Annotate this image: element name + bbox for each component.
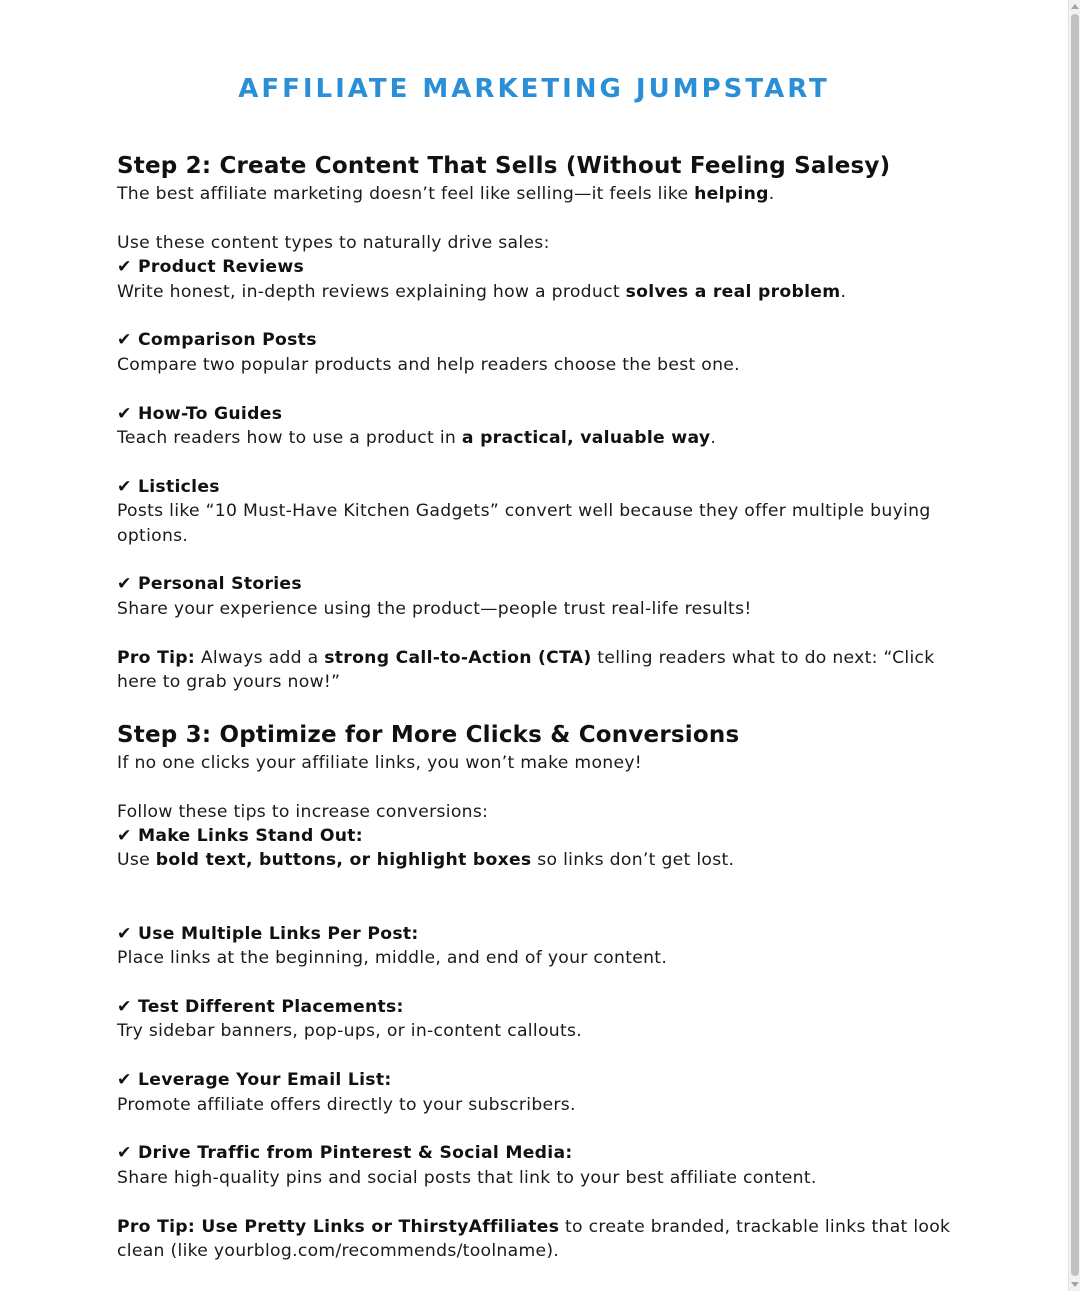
step2-intro-text: The best affiliate marketing doesn’t feel like selling—it feels like: [117, 184, 695, 204]
step3-pro-tip: Pro Tip: Use Pretty Links or ThirstyAffiliates to create branded, trackable links that look clean (like yourblog.com/recommends/toolname).: [117, 1216, 951, 1262]
step2-item-desc: Teach readers how to use a product in a practical, valuable way.: [117, 428, 717, 449]
step3-item-title: ✔ Drive Traffic from Pinterest & Social Media:: [117, 1143, 573, 1164]
step3-list-intro: Follow these tips to increase conversions:: [117, 801, 489, 822]
step3-item-desc: Place links at the beginning, middle, and end of your content.: [117, 948, 668, 969]
step2-item-title: ✔ Comparison Posts: [117, 330, 317, 351]
step2-intro: [117, 182, 967, 206]
step2-item-desc: Share your experience using the product—people trust real-life results!: [117, 598, 752, 619]
step2-item-desc: Posts like “10 Must-Have Kitchen Gadgets” convert well because they offer multiple buying options.: [117, 501, 931, 546]
vertical-scrollbar[interactable]: [1068, 0, 1080, 1291]
step2-list-intro: Use these content types to naturally drive sales:: [117, 232, 550, 253]
step3-item-title: ✔ Leverage Your Email List:: [117, 1070, 392, 1091]
step3-item-title: ✔ Make Links Stand Out:: [117, 826, 363, 847]
scroll-up-arrow-icon[interactable]: [1071, 4, 1079, 9]
step3-item-desc: Promote affiliate offers directly to your subscribers.: [117, 1094, 576, 1115]
step2-pro-tip: Pro Tip: Always add a strong Call-to-Action (CTA) telling readers what to do next: “Click here to grab yours now!”: [117, 647, 935, 693]
scroll-down-arrow-icon[interactable]: [1071, 1282, 1079, 1287]
step2-item-title: ✔ Personal Stories: [117, 574, 302, 595]
step3-item-desc: Use bold text, buttons, or highlight boxes so links don’t get lost.: [117, 850, 735, 871]
step2-item-desc: Compare two popular products and help readers choose the best one.: [117, 354, 740, 375]
step2-heading: Step 2: Create Content That Sells (Without Feeling Salesy): [117, 153, 891, 179]
step2-item-title: ✔ Product Reviews: [117, 257, 305, 278]
step2-item-title: ✔ Listicles: [117, 476, 220, 497]
step3-intro: If no one clicks your affiliate links, you won’t make money!: [117, 752, 642, 773]
step3-item-desc: Share high-quality pins and social posts that link to your best affiliate content.: [117, 1167, 817, 1188]
step3-item-desc: Try sidebar banners, pop-ups, or in-content callouts.: [117, 1021, 583, 1042]
step3-item-title: ✔ Test Different Placements:: [117, 997, 404, 1018]
step2-item-title: ✔ How-To Guides: [117, 403, 283, 424]
step2-intro-end: .: [768, 184, 775, 204]
step3-heading: Step 3: Optimize for More Clicks & Conversions: [117, 721, 740, 748]
document-title: AFFILIATE MARKETING JUMPSTART: [238, 74, 830, 104]
document-content: [117, 150, 967, 1263]
step2-intro-bold: helping: [694, 184, 769, 204]
step2-item-desc: Write honest, in-depth reviews explaining how a product solves a real problem.: [117, 281, 847, 302]
scrollbar-thumb[interactable]: [1071, 14, 1079, 1276]
step3-item-title: ✔ Use Multiple Links Per Post:: [117, 923, 419, 944]
